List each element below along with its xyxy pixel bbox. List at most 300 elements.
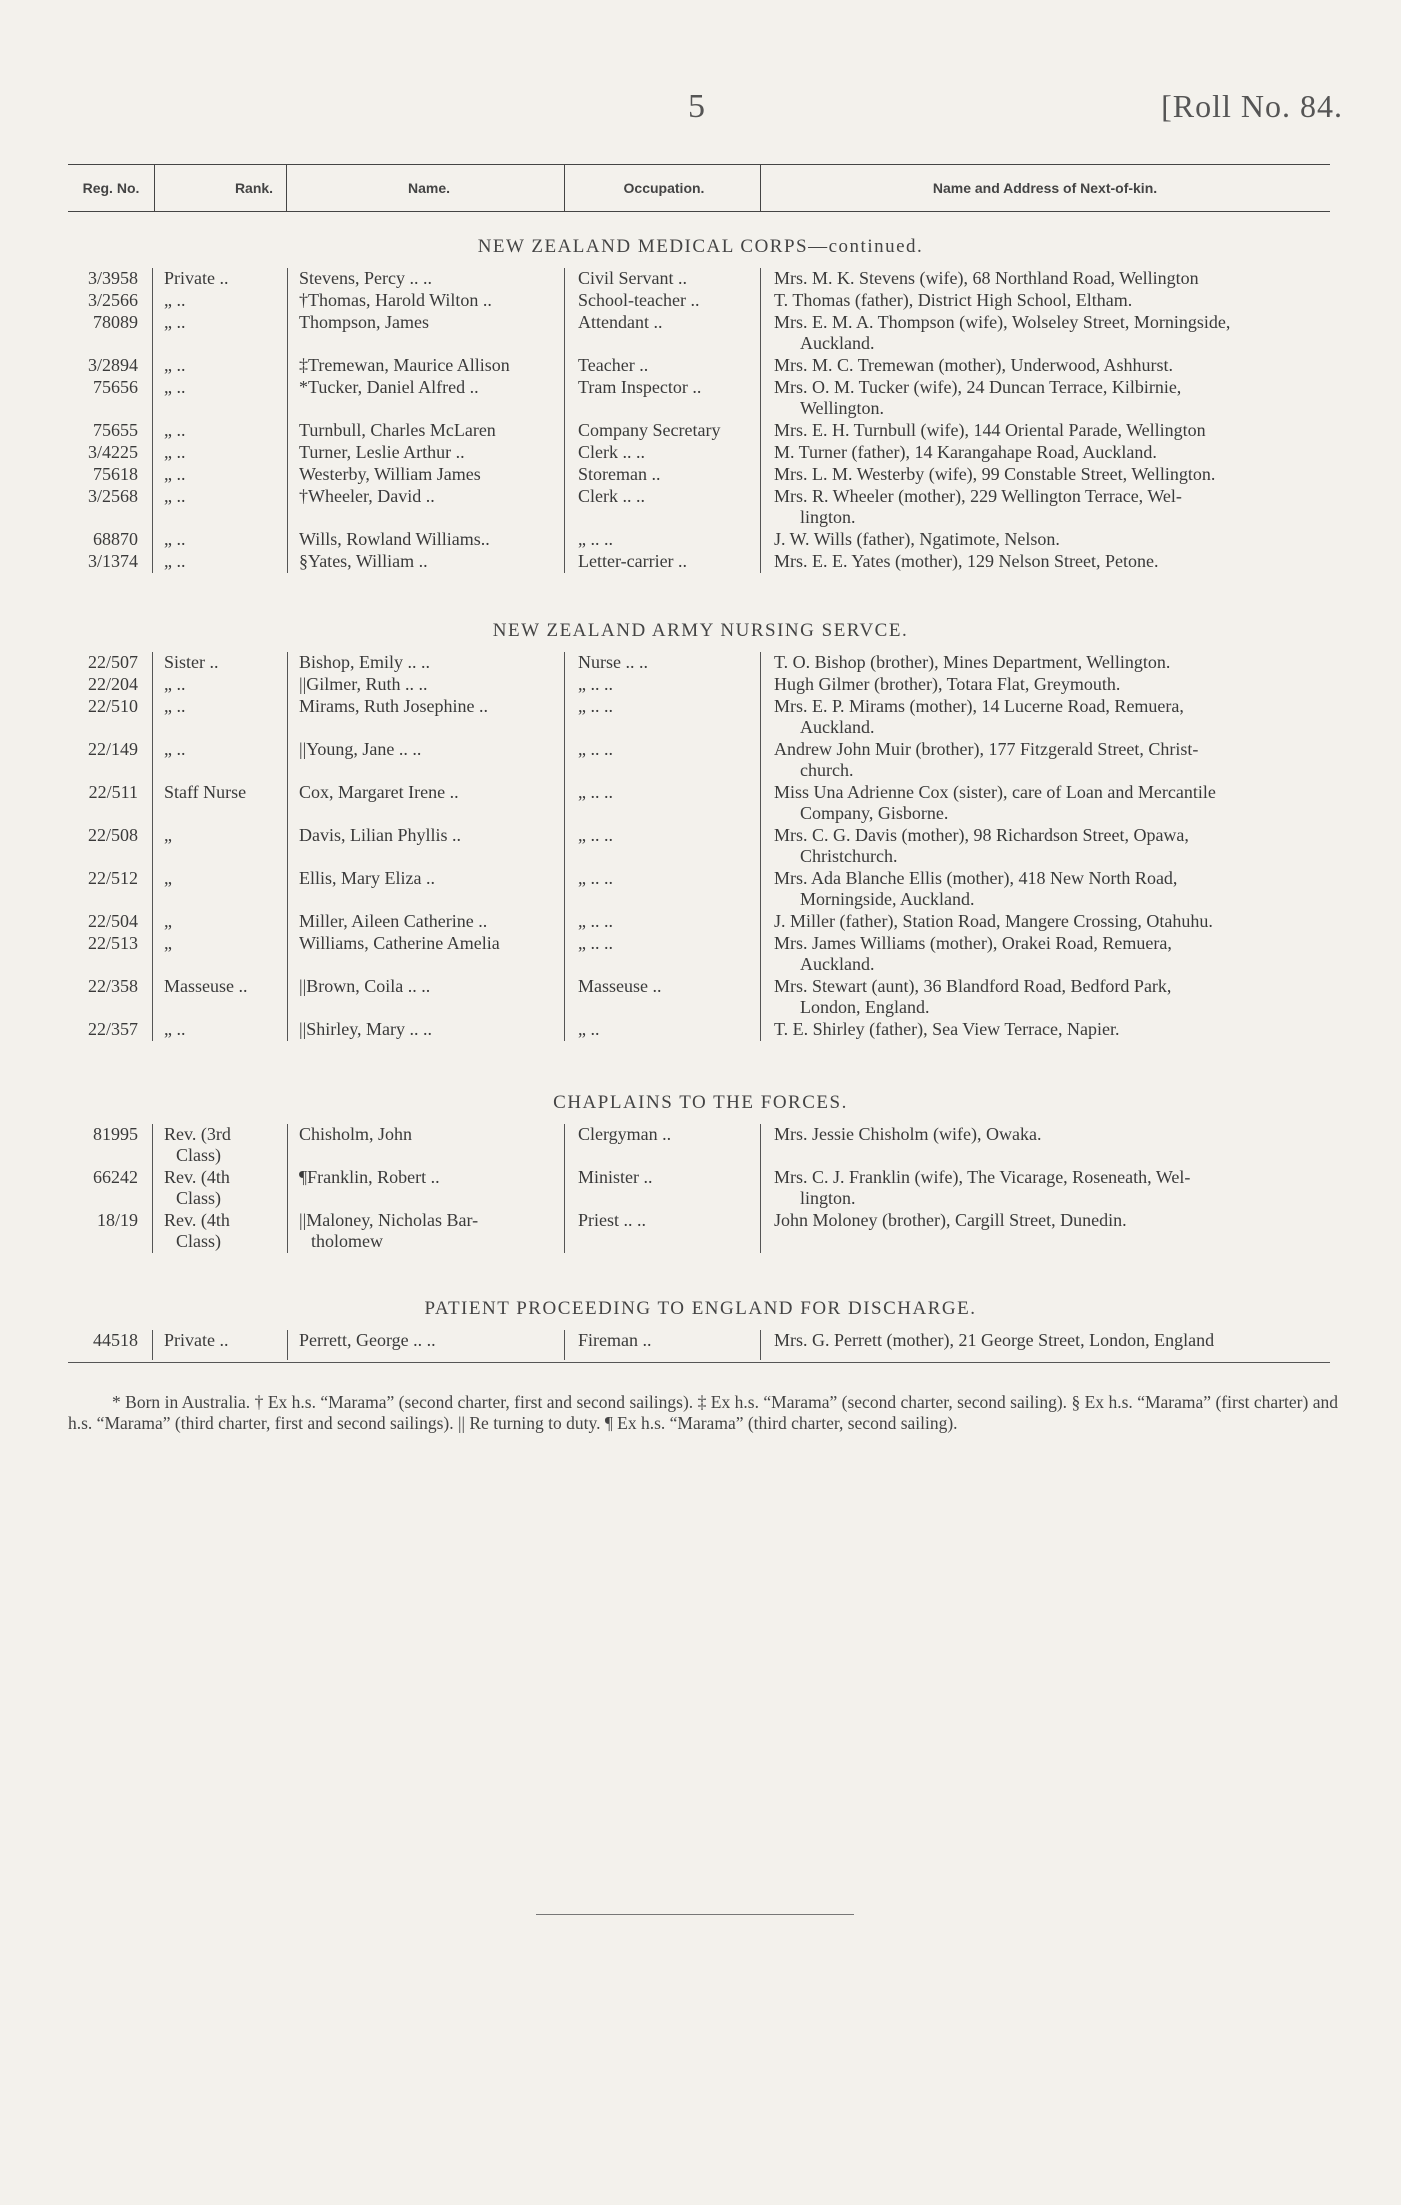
table-row [0,268,1401,290]
table-row [0,377,1401,420]
next-of-kin-cell-continuation: Christchurch. [800,846,898,866]
rank-cell-text: „ [164,911,172,931]
rank-cell [152,529,294,550]
section-title: CHAPLAINS TO THE FORCES. [553,1092,848,1113]
column-divider [152,268,153,573]
occupation-cell-text: Tram Inspector .. [578,377,702,397]
column-divider [760,268,761,573]
rank-cell [152,674,294,695]
name-cell [295,696,557,717]
next-of-kin-cell [770,825,1344,867]
name-cell-text: Turner, Leslie Arthur .. [299,442,465,462]
table-row [0,529,1401,551]
rank-cell-text: „ .. [164,674,186,694]
reg-no-cell-text: 66242 [93,1167,138,1187]
reg-no-cell [68,782,138,803]
next-of-kin-cell-continuation: Morningside, Auckland. [800,889,975,909]
occupation-cell [574,377,760,398]
reg-no-cell [68,1124,138,1145]
rank-cell [152,782,294,803]
occupation-cell-text: „ .. .. [578,739,613,759]
name-cell [295,1330,557,1351]
rank-cell [152,1019,294,1040]
reg-no-cell [68,377,138,398]
reg-no-cell [68,652,138,673]
name-cell-text: ||Gilmer, Ruth .. .. [299,674,428,694]
table-row [0,486,1401,529]
reg-no-cell [68,696,138,717]
name-cell-text: Perrett, George .. .. [299,1330,436,1350]
table-row [0,825,1401,868]
next-of-kin-cell [770,312,1344,354]
column-divider [287,1330,288,1360]
next-of-kin-cell-text: Mrs. Jessie Chisholm (wife), Owaka. [774,1124,1042,1144]
table-row [0,674,1401,696]
reg-no-cell-text: 75618 [93,464,138,484]
section-title: NEW ZEALAND MEDICAL CORPS—continued. [477,236,924,257]
next-of-kin-cell [770,652,1344,673]
next-of-kin-cell [770,782,1344,824]
next-of-kin-cell [770,1167,1344,1209]
occupation-cell-text: Clerk .. .. [578,486,645,506]
next-of-kin-cell [770,674,1344,695]
next-of-kin-cell-text: Mrs. R. Wheeler (mother), 229 Wellington Terrace, Wel- [774,486,1182,506]
rank-cell-continuation: Class) [176,1188,221,1208]
next-of-kin-cell [770,911,1344,932]
occupation-cell [574,1210,760,1231]
occupation-cell-text: Company Secretary [578,420,721,440]
name-cell [295,290,557,311]
next-of-kin-cell [770,377,1344,419]
occupation-cell [574,1019,760,1040]
rank-cell [152,825,294,846]
table-row [0,652,1401,674]
occupation-cell [574,290,760,311]
name-cell [295,868,557,889]
name-cell-text: Miller, Aileen Catherine .. [299,911,488,931]
rank-cell [152,355,294,376]
rank-cell-text: „ .. [164,420,186,440]
name-cell-text: ¶Franklin, Robert .. [299,1167,440,1187]
reg-no-cell [68,442,138,463]
name-cell [295,1210,557,1252]
rank-cell [152,652,294,673]
name-cell [295,1167,557,1188]
table-header [68,164,1330,212]
occupation-cell-text: Storeman .. [578,464,661,484]
next-of-kin-cell [770,420,1344,441]
rank-cell [152,464,294,485]
occupation-cell [574,933,760,954]
next-of-kin-cell-continuation: Auckland. [800,333,875,353]
name-cell-text: †Thomas, Harold Wilton .. [299,290,492,310]
footnotes [68,1392,1338,1434]
name-cell-text: Mirams, Ruth Josephine .. [299,696,488,716]
rank-cell-text: Rev. (3rd [164,1124,231,1144]
occupation-cell [574,355,760,376]
table-row [0,355,1401,377]
header-occupation: Occupation. [623,180,705,196]
name-cell-text: Williams, Catherine Amelia [299,933,500,953]
table-row [0,420,1401,442]
rank-cell-text: „ [164,825,172,845]
name-cell-text: Turnbull, Charles McLaren [299,420,496,440]
next-of-kin-cell-text: Mrs. C. J. Franklin (wife), The Vicarage, Roseneath, Wel- [774,1167,1191,1187]
next-of-kin-cell [770,551,1344,572]
next-of-kin-cell-text: John Moloney (brother), Cargill Street, Dunedin. [774,1210,1127,1230]
reg-no-cell-text: 75655 [93,420,138,440]
next-of-kin-cell-text: Mrs. E. E. Yates (mother), 129 Nelson Street, Petone. [774,551,1159,571]
name-cell [295,442,557,463]
reg-no-cell [68,464,138,485]
table-row [0,1330,1401,1360]
reg-no-cell [68,551,138,572]
rank-cell-text: „ .. [164,355,186,375]
reg-no-cell-text: 22/511 [88,782,138,802]
occupation-cell-text: „ .. .. [578,911,613,931]
column-divider [152,1124,153,1253]
reg-no-cell [68,1210,138,1231]
rank-cell-text: Private .. [164,268,229,288]
occupation-cell-text: Nurse .. .. [578,652,648,672]
rank-cell [152,911,294,932]
occupation-cell-text: Priest .. .. [578,1210,647,1230]
column-divider [564,652,565,1041]
name-cell [295,268,557,289]
next-of-kin-cell [770,976,1344,1018]
occupation-cell-text: Clergyman .. [578,1124,672,1144]
occupation-cell-text: „ .. .. [578,529,613,549]
reg-no-cell-text: 78089 [93,312,138,332]
table-row [0,933,1401,976]
reg-no-cell [68,976,138,997]
occupation-cell-text: „ .. .. [578,825,613,845]
table-row [0,442,1401,464]
table-row [0,1210,1401,1253]
next-of-kin-cell [770,290,1344,311]
column-divider [564,1330,565,1360]
rank-cell [152,1210,294,1252]
reg-no-cell-text: 22/504 [87,911,138,931]
occupation-cell-text: Civil Servant .. [578,268,687,288]
next-of-kin-cell-continuation: London, England. [800,997,930,1017]
name-cell-text: Chisholm, John [299,1124,413,1144]
next-of-kin-cell-text: Mrs. E. H. Turnbull (wife), 144 Oriental Parade, Wellington [774,420,1206,440]
occupation-cell-text: „ .. .. [578,696,613,716]
section-title: NEW ZEALAND ARMY NURSING SERVCE. [492,620,909,641]
reg-no-cell [68,911,138,932]
next-of-kin-cell [770,933,1344,975]
occupation-cell-text: „ .. .. [578,868,613,888]
next-of-kin-cell-text: Mrs. Ada Blanche Ellis (mother), 418 New North Road, [774,868,1178,888]
column-divider [152,1330,153,1360]
reg-no-cell-text: 44518 [93,1330,138,1350]
reg-no-cell [68,1019,138,1040]
next-of-kin-cell-continuation: Wellington. [800,398,885,418]
name-cell-text: Bishop, Emily .. .. [299,652,431,672]
reg-no-cell [68,529,138,550]
name-cell [295,1019,557,1040]
reg-no-cell [68,1167,138,1188]
reg-no-cell-text: 68870 [93,529,138,549]
reg-no-cell-text: 18/19 [96,1210,138,1230]
header-rank: Rank. [234,180,274,196]
column-divider [287,268,288,573]
rank-cell [152,290,294,311]
table-row [0,782,1401,825]
next-of-kin-cell-text: T. Thomas (father), District High School, Eltham. [774,290,1133,310]
rank-cell-text: Masseuse .. [164,976,248,996]
rank-cell-continuation: Class) [176,1145,221,1165]
name-cell [295,464,557,485]
table-row [0,911,1401,933]
name-cell [295,529,557,550]
reg-no-cell [68,739,138,760]
next-of-kin-cell [770,1330,1344,1351]
next-of-kin-cell-text: Mrs. O. M. Tucker (wife), 24 Duncan Terrace, Kilbirnie, [774,377,1182,397]
rank-cell-text: „ .. [164,529,186,549]
section-rows [0,652,1401,1041]
name-cell [295,782,557,803]
occupation-cell-text: „ .. .. [578,933,613,953]
reg-no-cell-text: 22/508 [87,825,138,845]
rank-cell [152,1330,294,1351]
name-cell [295,551,557,572]
reg-no-cell [68,355,138,376]
section-title: PATIENT PROCEEDING TO ENGLAND FOR DISCHARGE. [424,1298,977,1319]
rank-cell [152,312,294,333]
next-of-kin-cell-text: T. E. Shirley (father), Sea View Terrace, Napier. [774,1019,1120,1039]
name-cell [295,486,557,507]
name-cell-text: †Wheeler, David .. [299,486,435,506]
next-of-kin-cell-text: Mrs. James Williams (mother), Orakei Road, Remuera, [774,933,1172,953]
next-of-kin-cell-text: Mrs. Stewart (aunt), 36 Blandford Road, Bedford Park, [774,976,1172,996]
next-of-kin-cell [770,355,1344,376]
reg-no-cell-text: 3/2894 [87,355,138,375]
reg-no-cell [68,290,138,311]
occupation-cell [574,551,760,572]
reg-no-cell-text: 3/1374 [87,551,138,571]
next-of-kin-cell-continuation: Auckland. [800,954,875,974]
next-of-kin-cell-text: Andrew John Muir (brother), 177 Fitzgerald Street, Christ- [774,739,1199,759]
rank-cell-text: Private .. [164,1330,229,1350]
header-reg-no: Reg. No. [82,180,140,196]
reg-no-cell-text: 3/3958 [87,268,138,288]
next-of-kin-cell-continuation: church. [800,760,854,780]
name-cell-text: *Tucker, Daniel Alfred .. [299,377,479,397]
reg-no-cell-text: 22/358 [87,976,138,996]
next-of-kin-cell [770,739,1344,781]
rank-cell-text: „ .. [164,739,186,759]
footnote-text: * Born in Australia. † Ex h.s. “Marama” (second charter, first and second sailings). ‡ Ex h.s. “Marama” (second charter, second sailing). § Ex h.s. “Marama” (first charter) and h.s. “Marama” (third charter, first and second sailings). || Re turning to duty. ¶ Ex h.s. “Marama” (third charter, second sailing). [68,1392,1338,1433]
next-of-kin-cell [770,1210,1344,1231]
bottom-rule [536,1914,854,1915]
reg-no-cell-text: 3/2568 [87,486,138,506]
name-cell-text: Cox, Margaret Irene .. [299,782,459,802]
next-of-kin-cell-continuation: lington. [800,507,856,527]
name-cell [295,739,557,760]
next-of-kin-cell-text: J. W. Wills (father), Ngatimote, Nelson. [774,529,1060,549]
reg-no-cell [68,1330,138,1351]
occupation-cell [574,674,760,695]
next-of-kin-cell-text: Mrs. C. G. Davis (mother), 98 Richardson Street, Opawa, [774,825,1189,845]
next-of-kin-cell-text: T. O. Bishop (brother), Mines Department, Wellington. [774,652,1171,672]
rank-cell-text: „ .. [164,486,186,506]
reg-no-cell-text: 3/2566 [87,290,138,310]
name-cell [295,420,557,441]
section-rows [0,1124,1401,1253]
next-of-kin-cell-text: M. Turner (father), 14 Karangahape Road, Auckland. [774,442,1157,462]
next-of-kin-cell-text: Mrs. L. M. Westerby (wife), 99 Constable Street, Wellington. [774,464,1216,484]
table-row [0,976,1401,1019]
name-cell-text: ||Maloney, Nicholas Bar- [299,1210,479,1230]
occupation-cell-text: „ .. [578,1019,600,1039]
rank-cell-text: „ .. [164,696,186,716]
occupation-cell-text: Minister .. [578,1167,653,1187]
reg-no-cell [68,486,138,507]
reg-no-cell-text: 22/513 [87,933,138,953]
next-of-kin-cell-continuation: lington. [800,1188,856,1208]
reg-no-cell-text: 22/507 [87,652,138,672]
reg-no-cell [68,674,138,695]
rank-cell-text: Staff Nurse [164,782,247,802]
name-cell-text: ||Brown, Coila .. .. [299,976,431,996]
rank-cell [152,486,294,507]
reg-no-cell-text: 3/4225 [87,442,138,462]
next-of-kin-cell-text: Mrs. G. Perrett (mother), 21 George Street, London, England [774,1330,1215,1350]
rank-cell [152,442,294,463]
rank-cell [152,551,294,572]
table-row [0,1167,1401,1210]
rank-cell-text: Rev. (4th [164,1167,230,1187]
name-cell [295,652,557,673]
rank-cell [152,868,294,889]
occupation-cell [574,464,760,485]
occupation-cell-text: Masseuse .. [578,976,662,996]
rank-cell-text: „ .. [164,551,186,571]
occupation-cell [574,268,760,289]
column-divider [287,1124,288,1253]
column-divider [287,652,288,1041]
occupation-cell [574,529,760,550]
rank-cell-text: „ .. [164,442,186,462]
name-cell-text: Thompson, James [299,312,429,332]
next-of-kin-cell-continuation: Company, Gisborne. [800,803,949,823]
rank-cell-text: „ [164,868,172,888]
table-bottom-rule [68,1362,1330,1363]
reg-no-cell-text: 81995 [93,1124,138,1144]
table-row [0,464,1401,486]
table-row [0,696,1401,739]
next-of-kin-cell-text: Mrs. M. K. Stevens (wife), 68 Northland Road, Wellington [774,268,1199,288]
occupation-cell-text: Clerk .. .. [578,442,645,462]
name-cell [295,674,557,695]
name-cell [295,1124,557,1145]
name-cell-continuation: tholomew [311,1231,383,1251]
reg-no-cell-text: 22/149 [87,739,138,759]
name-cell [295,933,557,954]
header-name: Name. [407,180,451,196]
next-of-kin-cell-text: Hugh Gilmer (brother), Totara Flat, Greymouth. [774,674,1121,694]
name-cell-text: Stevens, Percy .. .. [299,268,432,288]
column-divider [564,268,565,573]
name-cell-text: §Yates, William .. [299,551,428,571]
occupation-cell-text: Fireman .. [578,1330,652,1350]
rank-cell-text: „ .. [164,312,186,332]
occupation-cell [574,1124,760,1145]
roll-number: [Roll No. 84. [1161,88,1343,124]
reg-no-cell-text: 22/204 [87,674,138,694]
occupation-cell [574,825,760,846]
name-cell-text: ||Shirley, Mary .. .. [299,1019,433,1039]
next-of-kin-cell-text: Miss Una Adrienne Cox (sister), care of Loan and Mercantile [774,782,1216,802]
occupation-cell-text: „ .. .. [578,782,613,802]
name-cell [295,976,557,997]
occupation-cell [574,442,760,463]
section-rows [0,268,1401,573]
name-cell [295,355,557,376]
next-of-kin-cell [770,696,1344,738]
occupation-cell [574,1330,760,1351]
rank-cell [152,1124,294,1166]
rank-cell [152,377,294,398]
occupation-cell-text: „ .. .. [578,674,613,694]
next-of-kin-cell [770,442,1344,463]
occupation-cell [574,976,760,997]
column-divider [152,652,153,1041]
table-row [0,739,1401,782]
occupation-cell [574,868,760,889]
next-of-kin-cell-continuation: Auckland. [800,717,875,737]
next-of-kin-cell [770,464,1344,485]
occupation-cell [574,911,760,932]
reg-no-cell [68,420,138,441]
next-of-kin-cell-text: Mrs. E. P. Mirams (mother), 14 Lucerne Road, Remuera, [774,696,1184,716]
occupation-cell [574,696,760,717]
occupation-cell [574,739,760,760]
column-divider [760,1124,761,1253]
occupation-cell [574,486,760,507]
rank-cell-text: Sister .. [164,652,219,672]
header-next-of-kin: Name and Address of Next-of-kin. [932,180,1158,196]
occupation-cell [574,782,760,803]
name-cell [295,825,557,846]
rank-cell-text: „ [164,933,172,953]
reg-no-cell [68,312,138,333]
occupation-cell [574,312,760,333]
occupation-cell-text: Letter-carrier .. [578,551,688,571]
name-cell [295,911,557,932]
table-row [0,868,1401,911]
rank-cell-text: „ .. [164,290,186,310]
rank-cell [152,696,294,717]
table-row [0,312,1401,355]
name-cell-text: Ellis, Mary Eliza .. [299,868,435,888]
rank-cell [152,976,294,997]
name-cell-text: Davis, Lilian Phyllis .. [299,825,461,845]
reg-no-cell-text: 22/510 [87,696,138,716]
reg-no-cell [68,933,138,954]
column-divider [564,1124,565,1253]
rank-cell [152,933,294,954]
next-of-kin-cell-text: J. Miller (father), Station Road, Mangere Crossing, Otahuhu. [774,911,1213,931]
occupation-cell [574,652,760,673]
next-of-kin-cell [770,1124,1344,1145]
occupation-cell-text: School-teacher .. [578,290,700,310]
column-divider [760,652,761,1041]
table-row [0,1019,1401,1041]
occupation-cell [574,420,760,441]
